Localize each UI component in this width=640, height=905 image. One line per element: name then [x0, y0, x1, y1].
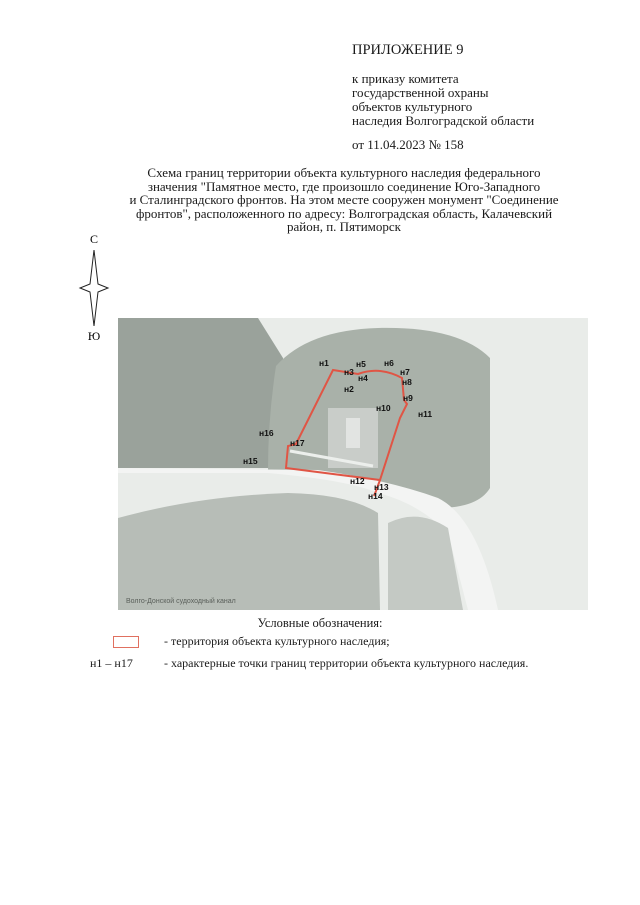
point-label: н1	[319, 358, 329, 368]
legend-territory-text: - территория объекта культурного наследия;	[164, 634, 390, 648]
order-line: наследия Волгоградской области	[352, 113, 535, 128]
point-label: н6	[384, 358, 394, 368]
order-reference	[352, 72, 534, 128]
compass-rose	[78, 232, 110, 342]
point-label: н9	[403, 393, 413, 403]
point-label: н13	[374, 482, 389, 492]
point-label: н16	[259, 428, 274, 438]
title-line: фронтов", расположенного по адресу: Волгоградская область, Калачевский	[135, 205, 553, 221]
order-line: государственной охраны	[352, 85, 489, 100]
legend-title: Условные обозначения:	[257, 616, 383, 630]
point-label: н2	[344, 384, 354, 394]
point-label: н5	[356, 359, 366, 369]
monument-base	[346, 418, 360, 448]
point-label: н11	[418, 409, 433, 419]
order-date: от 11.04.2023 № 158	[352, 137, 464, 152]
legend-points-text: - характерные точки границ территории объекта культурного наследия.	[164, 656, 529, 670]
site-map	[118, 318, 588, 610]
order-line: к приказу комитета	[352, 71, 459, 86]
order-line: объектов культурного	[352, 99, 473, 114]
point-label: н10	[376, 403, 391, 413]
canal-label: Волго-Донской судоходный канал	[126, 598, 236, 605]
land-left	[118, 318, 293, 468]
title-line: район, п. Пятиморск	[287, 219, 401, 234]
point-label: н7	[400, 367, 410, 377]
compass-north-label: С	[89, 232, 99, 246]
land-bank	[118, 493, 380, 610]
title-line: и Сталинградского фронтов. На этом месте сооружен монумент "Соединение	[129, 192, 559, 207]
document-title	[88, 166, 600, 234]
point-label: н15	[243, 456, 258, 466]
point-label: н17	[290, 438, 305, 448]
title-line: Схема границ территории объекта культурного наследия федерального	[147, 165, 541, 180]
point-label: н8	[402, 377, 412, 387]
legend-territory-swatch	[113, 636, 139, 648]
point-label: н12	[350, 476, 365, 486]
compass-star-icon	[80, 250, 108, 326]
appendix-title: ПРИЛОЖЕНИЕ 9	[352, 42, 464, 58]
point-label: н4	[358, 373, 368, 383]
compass-south-label: Ю	[87, 329, 101, 342]
point-label: н3	[344, 367, 354, 377]
legend-points-label: н1 – н17	[90, 656, 133, 670]
title-line: значения "Памятное место, где произошло соединение Юго-Западного	[147, 178, 541, 194]
point-label: н14	[368, 491, 383, 501]
